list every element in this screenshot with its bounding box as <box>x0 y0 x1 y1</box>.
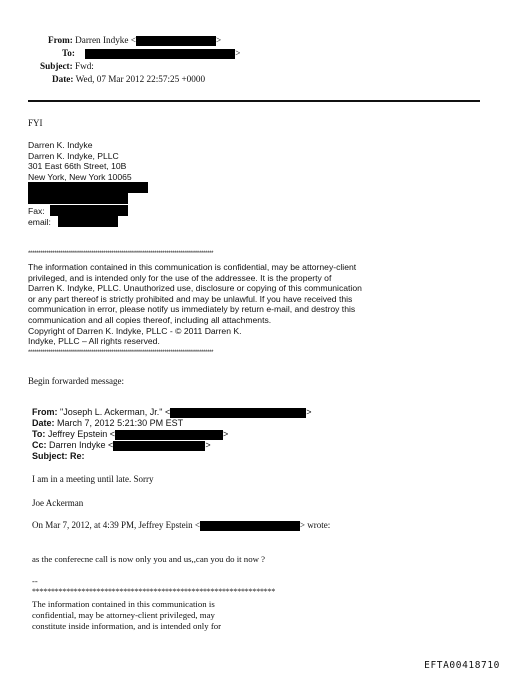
fwd-to-close: > <box>222 429 229 439</box>
quote-disclaimer-line: constitute inside information, and is intended only for <box>32 621 222 631</box>
fwd-from-close: > <box>306 407 312 417</box>
header-subject-value: Fwd: <box>74 61 94 71</box>
redaction-bar <box>136 36 216 46</box>
fwd-to-label: To: <box>32 429 46 439</box>
header-to-label: To: <box>62 48 75 58</box>
fwd-cc-label: Cc: <box>32 440 47 450</box>
header-divider <box>28 100 480 102</box>
header-date-label: Date: <box>52 74 74 84</box>
redaction-bar <box>170 408 306 418</box>
signature-address-line2: New York, New York 10065 <box>28 171 132 182</box>
signature-fax-row <box>28 206 45 217</box>
redaction-bar <box>28 182 148 193</box>
signature-name: Darren K. Indyke <box>28 140 93 150</box>
disclaimer-line: Copyright of Darren K. Indyke, PLLC - © 2011 Darren K. <box>28 325 242 336</box>
redaction-bar <box>113 441 205 451</box>
fwd-signoff: Joe Ackerman <box>32 498 84 508</box>
quote-disclaimer-line: The information contained in this communication is <box>32 599 215 609</box>
disclaimer-line: privileged, and is intended only for the use of the addressee. It is the property of <box>28 272 332 283</box>
disclaimer-line: Indyke, PLLC – All rights reserved. <box>28 336 160 347</box>
fwd-to-value: Jeffrey Epstein < <box>47 429 115 439</box>
disclaimer-block <box>28 262 362 347</box>
disclaimer-line: or any part thereof is strictly prohibited and may be unlawful. If you have received this <box>28 293 353 304</box>
begin-forwarded-text: Begin forwarded message: <box>28 376 124 386</box>
fwd-from-value: "Joseph L. Ackerman, Jr." < <box>60 407 171 417</box>
header-date-value: Wed, 07 Mar 2012 22:57:25 +0000 <box>75 74 206 84</box>
fyi-text: FYI <box>28 118 43 128</box>
redaction-bar <box>58 216 118 227</box>
redaction-bar <box>115 430 223 440</box>
header-to-row <box>62 47 240 60</box>
stars-divider-top: ******************************************************************************************* <box>28 251 214 257</box>
quote-disclaimer-block <box>32 599 221 632</box>
header-subject-row <box>40 60 94 73</box>
quote-intro: On Mar 7, 2012, at 4:39 PM, Jeffrey Epstein < <box>32 520 200 530</box>
signature-block <box>28 140 132 182</box>
quote-message: as the conferecne call is now only you and us,,can you do it now ? <box>32 554 266 564</box>
fwd-subject-value: Re: <box>70 451 85 461</box>
quote-intro-row <box>32 520 330 531</box>
redaction-bar <box>28 193 128 204</box>
header-from-label: From: <box>48 35 73 45</box>
email-label: email: <box>28 217 51 227</box>
fwd-subject-label: Subject: <box>32 451 68 461</box>
fwd-to-row <box>32 429 228 440</box>
fwd-date-row <box>32 418 183 429</box>
bates-number: EFTA00418710 <box>424 660 500 671</box>
disclaimer-line: Darren K. Indyke, PLLC. Unauthorized use, disclosure or copying of this communication <box>28 283 362 294</box>
fwd-date-value: March 7, 2012 5:21:30 PM EST <box>57 418 184 428</box>
quote-stars-divider: **************************************************************** <box>32 587 276 596</box>
fwd-cc-value: Darren Indyke < <box>49 440 114 450</box>
signature-address-line1: 301 East 66th Street, 10B <box>28 161 127 172</box>
fwd-cc-close: > <box>205 440 211 450</box>
header-from-row <box>48 34 221 47</box>
fwd-from-label: From: <box>32 407 58 417</box>
signature-firm: Darren K. Indyke, PLLC <box>28 150 119 161</box>
fwd-from-row <box>32 407 311 418</box>
signature-email-row <box>28 217 51 228</box>
disclaimer-line: communication in error, please notify us immediately by return e-mail, and destroy this <box>28 304 356 315</box>
quote-wrote: > wrote: <box>299 520 331 530</box>
fax-label: Fax: <box>28 206 45 216</box>
header-from-value: Darren Indyke < <box>75 35 136 45</box>
redaction-bar <box>50 205 128 216</box>
fwd-subject-row <box>32 451 85 462</box>
header-subject-label: Subject: <box>40 61 73 71</box>
disclaimer-line: The information contained in this communication is confidential, may be attorney-client <box>28 262 357 272</box>
redaction-bar <box>200 521 300 531</box>
header-to-close: > <box>235 48 241 58</box>
fwd-cc-row <box>32 440 211 451</box>
fwd-date-label: Date: <box>32 418 55 428</box>
fwd-message: I am in a meeting until late. Sorry <box>32 474 154 484</box>
quote-disclaimer-line: confidential, may be attorney-client privileged, may <box>32 610 215 620</box>
stars-divider-bottom: ******************************************************************************************* <box>28 350 214 356</box>
quote-dashes: -- <box>32 576 38 586</box>
header-date-row <box>52 73 205 86</box>
header-from-close: > <box>215 35 222 45</box>
redaction-bar <box>85 49 235 59</box>
disclaimer-line: communication and all copies thereof, including all attachments. <box>28 314 272 325</box>
